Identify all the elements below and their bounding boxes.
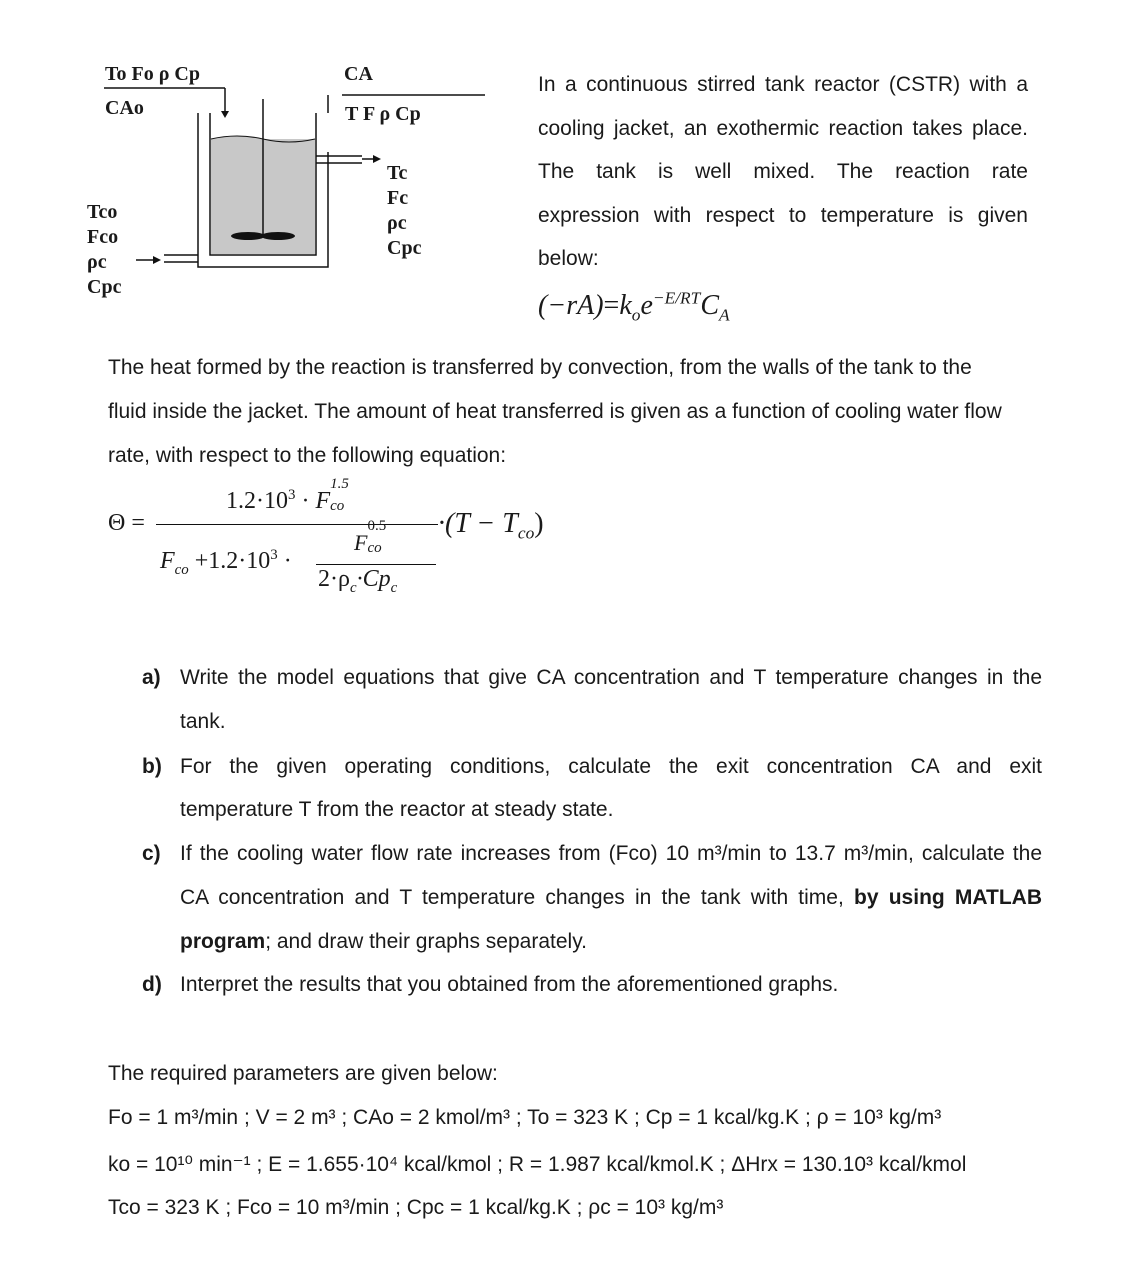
rate-eq: = <box>603 290 620 321</box>
intro-line-5: below: <box>538 247 599 270</box>
theta-numerator: $1.2\cdot 10^3 \cdot F$ 1.5 co <box>226 476 349 514</box>
question-a-line-1: Write the model equations that give CA concentration and T temperature changes in the <box>180 666 1042 689</box>
question-b-line-2: temperature T from the reactor at steady state. <box>180 798 614 821</box>
heat-line-3: rate, with respect to the following equation: <box>108 444 507 467</box>
question-c-bold: by using MATLAB <box>854 886 1043 909</box>
num-f-sub: co <box>330 498 345 514</box>
parameters-line-3: Tco = 323 K ; Fco = 10 m³/min ; Cpc = 1 kcal/kg.K ; ρc = 10³ kg/m³ <box>108 1196 724 1219</box>
question-c-line-2-text: CA concentration and T temperature changes in the tank with time, <box>180 886 844 909</box>
inner-num-exp: 0.5 <box>367 518 387 534</box>
question-a-line-2: tank. <box>180 710 226 733</box>
inner-den: 2·ρ <box>318 566 350 592</box>
intro-line-4: expression with respect to temperature is given <box>538 204 1028 227</box>
rate-equation <box>538 288 730 325</box>
num-f: F <box>315 488 331 514</box>
coolant-in-tco: Tco <box>87 201 118 223</box>
num-exp: 3 <box>288 487 296 503</box>
inner-num-f: F <box>354 530 368 555</box>
question-c-line-2 <box>180 886 1042 910</box>
theta-equation <box>108 476 608 610</box>
tail-text: ·(T − T <box>438 508 518 539</box>
den-f-block: $F_{co} +1.2\cdot 10^3$ · <box>160 547 292 578</box>
parameters-heading: The required parameters are given below: <box>108 1062 498 1085</box>
rate-exp: −E/RT <box>652 288 701 308</box>
den-exp: 3 <box>270 547 278 563</box>
coolant-in-cp: Cpc <box>87 276 122 298</box>
inner-den-cp: ·Cp <box>356 566 391 592</box>
parameters-line-2: ko = 10¹⁰ min⁻¹ ; E = 1.655·10⁴ kcal/kmol ; R = 1.987 kcal/kmol.K ; ΔHrx = 130.10³ kcal/kmol <box>108 1153 967 1176</box>
rate-c-sub: A <box>719 305 730 325</box>
tail-close: ) <box>534 508 544 539</box>
coolant-out-tc: Tc <box>387 162 408 184</box>
feed-label-1: To Fo ρ Cp <box>105 63 200 85</box>
cstr-diagram <box>80 55 500 315</box>
rate-e: e <box>640 290 653 321</box>
heat-line-2: fluid inside the jacket. The amount of heat transferred is given as a function of cooling water flow <box>108 400 1002 423</box>
rate-k: k <box>619 290 632 321</box>
coolant-in-rho: ρc <box>87 251 107 273</box>
question-c-line-3 <box>180 930 587 954</box>
rate-lhs: (−rA) <box>538 290 604 321</box>
question-b-label: b) <box>142 755 162 778</box>
question-b-line-1: For the given operating conditions, calculate the exit concentration CA and exit <box>180 755 1042 778</box>
coolant-out-fc: Fc <box>387 187 409 209</box>
cstr-diagram-drawing <box>80 55 500 315</box>
inner-fraction-bar <box>316 564 436 565</box>
den-f-sub: co <box>174 561 189 578</box>
inner-num-sub: co <box>367 540 382 556</box>
intro-line-3: The tank is well mixed. The reaction rate <box>538 160 1028 183</box>
num-f-exp: 1.5 <box>330 476 349 492</box>
tail-sub: co <box>517 523 535 543</box>
heat-line-1: The heat formed by the reaction is transferred by convection, from the walls of the tank to the <box>108 356 972 379</box>
rate-c: C <box>700 290 719 321</box>
question-c-label: c) <box>142 842 161 865</box>
inner-denominator <box>318 566 398 596</box>
theta-tail <box>438 508 544 543</box>
parameters-line-1: Fo = 1 m³/min ; V = 2 m³ ; CAo = 2 kmol/m³ ; To = 323 K ; Cp = 1 kcal/kg.K ; ρ = 10³ kg/m³ <box>108 1106 942 1129</box>
den-f: F <box>160 548 175 574</box>
inner-numerator <box>354 518 393 556</box>
coolant-out-cp: Cpc <box>387 237 422 259</box>
question-a-label: a) <box>142 666 161 689</box>
rate-k-sub: o <box>631 305 641 325</box>
question-c-program: program <box>180 930 266 953</box>
product-label-ca: CA <box>344 63 373 85</box>
theta-symbol: Θ = <box>108 510 145 536</box>
feed-label-2: CAo <box>105 97 144 119</box>
num-coef: 1.2·10 <box>226 488 288 514</box>
intro-line-2: cooling jacket, an exothermic reaction takes place. <box>538 117 1028 140</box>
intro-line-1: In a continuous stirred tank reactor (CSTR) with a <box>538 73 1028 96</box>
coolant-out-rho: ρc <box>387 212 407 234</box>
coolant-in-fco: Fco <box>87 226 119 248</box>
question-d-label: d) <box>142 973 162 996</box>
den-plus: +1.2·10 <box>194 548 271 574</box>
main-fraction-bar <box>156 524 438 525</box>
inner-den-cp-sub: c <box>390 579 398 596</box>
question-d-line-1: Interpret the results that you obtained from the aforementioned graphs. <box>180 973 839 996</box>
question-c-line-1: If the cooling water flow rate increases from (Fco) 10 m³/min to 13.7 m³/min, calculate the <box>180 842 1042 865</box>
question-c-line-3-text: ; and draw their graphs separately. <box>265 930 587 953</box>
product-label-2: T F ρ Cp <box>345 103 421 125</box>
inner-den-sub: c <box>349 579 357 596</box>
